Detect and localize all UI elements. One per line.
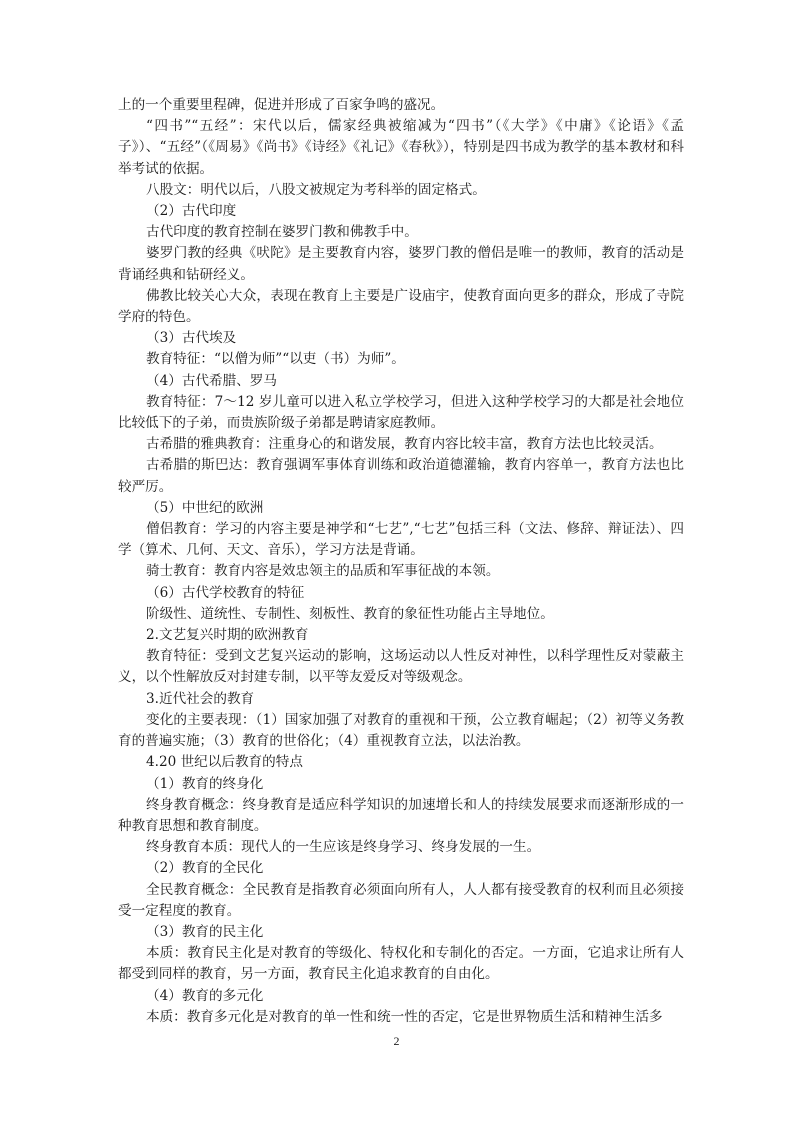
paragraph: 古代印度的教育控制在婆罗门教和佛教手中。 — [146, 224, 418, 241]
heading-medieval-europe: （5）中世纪的欧洲 — [146, 499, 264, 516]
paragraph: 僧侣教育：学习的内容主要是神学和“七艺”,“七艺”包括三科（文法、修辞、辩证法）、四学（算术、几何、天文、音乐），学习方法是背诵。 — [118, 521, 684, 559]
paragraph: 佛教比较关心大众，表现在教育上主要是广设庙宇，使教育面向更多的群众，形成了寺院学府的特色。 — [118, 287, 684, 326]
paragraph: 骑士教育：教育内容是效忠领主的品质和军事征战的本领。 — [146, 563, 500, 580]
paragraph: 终身教育本质：现代人的一生应该是终身学习、终身发展的一生。 — [146, 839, 541, 856]
paragraph: 婆罗门教的经典《吠陀》是主要教育内容，婆罗门教的僧侣是唯一的教师，教育的活动是背诵经典和钻研经义。 — [118, 245, 684, 283]
paragraph: 变化的主要表现：（1）国家加强了对教育的重视和干预，公立教育崛起；（2）初等义务教育的普遍实施；（3）教育的世俗化；（4）重视教育立法，以法治教。 — [118, 711, 684, 750]
paragraph: 古希腊的雅典教育：注重身心的和谐发展，教育内容比较丰富，教育方法也比较灵活。 — [146, 436, 663, 453]
document-page-body — [118, 95, 684, 1028]
heading-diversification: （4）教育的多元化 — [146, 987, 264, 1004]
paragraph: 教育特征：受到文艺复兴运动的影响，这场运动以人性反对神性，以科学理性反对蒙蔽主义，以个性解放反对封建专制，以平等友爱反对等级观念。 — [118, 648, 684, 686]
heading-ancient-egypt: （3）古代埃及 — [146, 330, 237, 347]
heading-lifelong: （1）教育的终身化 — [146, 775, 264, 792]
heading-20th-century: 4.20 世纪以后教育的特点 — [146, 754, 303, 771]
paragraph: 古希腊的斯巴达：教育强调军事体育训练和政治道德灌输，教育内容单一，教育方法也比较严厉。 — [118, 457, 684, 495]
paragraph: 终身教育概念：终身教育是适应科学知识的加速增长和人的持续发展要求而逐渐形成的一种教育思想和教育制度。 — [118, 796, 684, 834]
heading-renaissance: 2.文艺复兴时期的欧洲教育 — [146, 627, 309, 644]
paragraph-sishu-wujing: “四书”“五经”：宋代以后，儒家经典被缩减为“四书”（《大学》《中庸》《论语》《孟子》）、“五经”（《周易》《尚书》《诗经》《礼记》《春秋》），特别是四书成为教学的基本教材和科举考试的依据。 — [118, 118, 684, 177]
heading-democratization: （3）教育的民主化 — [146, 923, 264, 940]
paragraph: 教育特征：7～12 岁儿童可以进入私立学校学习，但进入这种学校学习的大都是社会地位比较低下的子弟，而贵族阶级子弟都是聘请家庭教师。 — [118, 393, 684, 432]
page-number: 2 — [393, 1034, 400, 1048]
paragraph: 上的一个重要里程碑，促进并形成了百家争鸣的盛况。 — [118, 97, 445, 113]
heading-ancient-india: （2）古代印度 — [146, 203, 237, 220]
paragraph: 本质：教育多元化是对教育的单一性和统一性的否定，它是世界物质生活和精神生活多 — [146, 1008, 663, 1025]
heading-universal: （2）教育的全民化 — [146, 860, 264, 877]
paragraph-baguwen: 八股文：明代以后，八股文被规定为考科举的固定格式。 — [146, 181, 486, 198]
heading-ancient-greece-rome: （4）古代希腊、罗马 — [146, 372, 277, 389]
heading-ancient-school-features: （6）古代学校教育的特征 — [146, 584, 305, 601]
paragraph: 全民教育概念：全民教育是指教育必须面向所有人，人人都有接受教育的权利而且必须接受一定程度的教育。 — [118, 881, 684, 919]
paragraph: 教育特征：“以僧为师”“以吏（书）为师”。 — [146, 351, 405, 368]
paragraph: 阶级性、道统性、专制性、刻板性、教育的象征性功能占主导地位。 — [146, 605, 554, 622]
paragraph: 本质：教育民主化是对教育的等级化、特权化和专制化的否定。一方面，它追求让所有人都受到同样的教育，另一方面，教育民主化追求教育的自由化。 — [118, 945, 684, 983]
heading-modern-society: 3.近代社会的教育 — [146, 690, 255, 707]
